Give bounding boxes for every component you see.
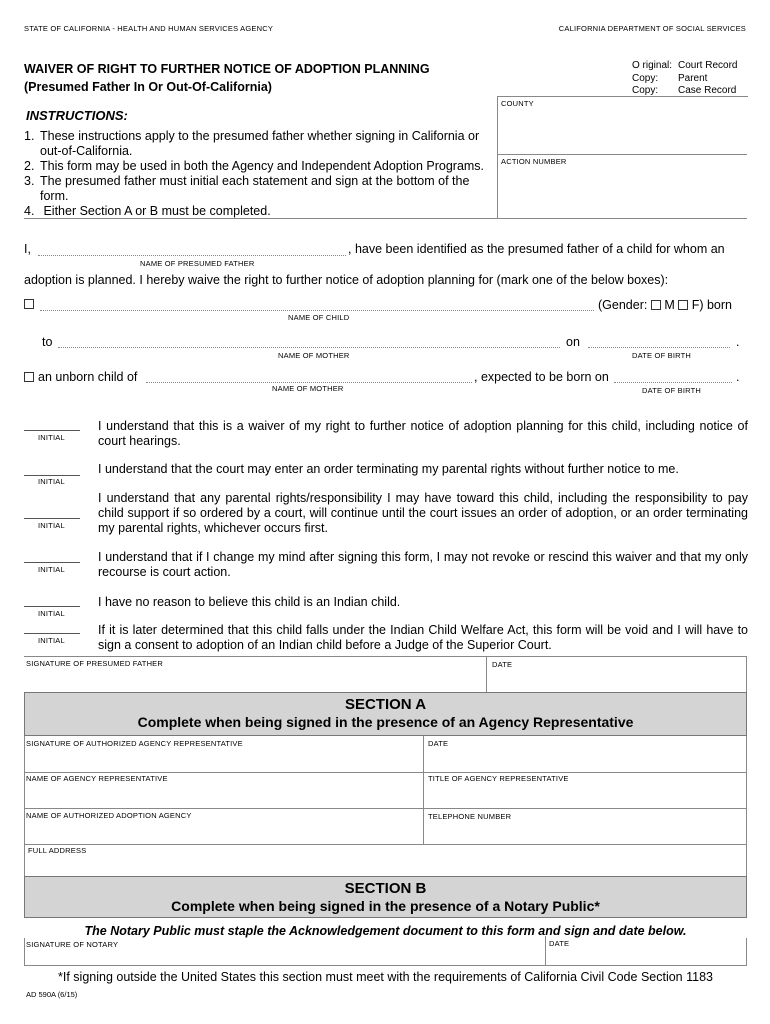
footnote: *If signing outside the United States this section must meet with the requirements of California Civil Code Section 1183 [58, 970, 713, 984]
initial-label: INITIAL [38, 521, 65, 530]
expected-label: , expected to be born on [474, 370, 609, 384]
period: . [736, 370, 740, 384]
notary-note: The Notary Public must staple the Acknowledgement document to this form and sign and date below. [84, 924, 687, 938]
agency-left: STATE OF CALIFORNIA - HEALTH AND HUMAN SERVICES AGENCY [24, 24, 274, 33]
unborn-label: an unborn child of [38, 370, 138, 384]
to-label: to [42, 335, 53, 349]
adoption-agency-name-label: NAME OF AUTHORIZED ADOPTION AGENCY [26, 811, 192, 820]
initial-field[interactable] [24, 606, 80, 607]
instructions-heading: INSTRUCTIONS: [26, 108, 128, 123]
divider [423, 736, 424, 772]
distribution-list: O riginal: Court Record Copy: Parent Copy: Case Record [632, 60, 738, 96]
full-address-label: FULL ADDRESS [28, 846, 87, 855]
initial-statement: I understand that the court may enter an order terminating my parental rights without further notice to me. [98, 462, 679, 476]
gender-m-checkbox[interactable] [651, 300, 661, 310]
telephone-field[interactable] [428, 822, 740, 842]
divider [423, 772, 424, 808]
divider [545, 936, 546, 966]
initial-field[interactable] [24, 518, 80, 519]
agency-rep-name-field[interactable] [30, 786, 418, 806]
section-b-subtitle: Complete when being signed in the presence of a Notary Public* [171, 898, 600, 914]
initial-label: INITIAL [38, 433, 65, 442]
father-signature-label: SIGNATURE OF PRESUMED FATHER [26, 659, 164, 668]
section-a-subtitle: Complete when being signed in the presence of an Agency Representative [137, 714, 634, 730]
county-label: COUNTY [501, 99, 534, 108]
initial-label: INITIAL [38, 477, 65, 486]
initial-field[interactable] [24, 475, 80, 476]
gender-group: (Gender: M F) born [598, 298, 732, 312]
initial-statement: If it is later determined that this child falls under the Indian Child Welfare Act, this form will be void and I will have to sign a consent to adoption of an Indian child before a Judge of the Superior Court. [98, 623, 748, 652]
father-date-label: DATE [492, 660, 513, 669]
form-subtitle: (Presumed Father In Or Out-Of-California) [24, 80, 272, 94]
instruction-item: 3. The presumed father must initial each statement and sign at the bottom of the form. [24, 174, 470, 203]
divider [24, 808, 747, 809]
dob-label: DATE OF BIRTH [632, 351, 691, 360]
agency-rep-title-label: TITLE OF AGENCY REPRESENTATIVE [428, 774, 569, 783]
born-child-checkbox[interactable] [24, 299, 34, 309]
initial-statement: I have no reason to believe this child is an Indian child. [98, 595, 401, 609]
name-of-mother-label: NAME OF MOTHER [278, 351, 350, 360]
agency-date-field[interactable] [428, 750, 740, 770]
divider [24, 844, 747, 845]
divider [486, 656, 487, 692]
agency-date-label: DATE [428, 739, 449, 748]
unborn-child-checkbox[interactable] [24, 372, 34, 382]
initial-statement: I understand that if I change my mind after signing this form, I may not revoke or rescind this waiver and that my only recourse is court action. [98, 550, 748, 579]
dob-field[interactable] [588, 347, 730, 348]
divider [24, 772, 747, 773]
unborn-mother-name-field[interactable] [146, 382, 472, 383]
statement-text: , have been identified as the presumed father of a child for whom an [348, 242, 725, 256]
action-number-label: ACTION NUMBER [501, 157, 567, 166]
initial-label: INITIAL [38, 565, 65, 574]
agency-rep-signature-field[interactable] [30, 750, 418, 770]
name-of-mother-label: NAME OF MOTHER [272, 384, 344, 393]
instruction-item: 4. Either Section A or B must be completed. [24, 204, 271, 218]
gender-f-checkbox[interactable] [678, 300, 688, 310]
county-divider [497, 154, 747, 155]
presumed-father-name-field[interactable] [38, 255, 346, 256]
agency-right: CALIFORNIA DEPARTMENT OF SOCIAL SERVICES [558, 24, 746, 33]
instructions-list [24, 129, 494, 219]
adoption-agency-name-field[interactable] [30, 822, 418, 842]
telephone-label: TELEPHONE NUMBER [428, 812, 512, 821]
instructions-bottom-rule [24, 218, 747, 219]
agency-rep-title-field[interactable] [428, 786, 740, 806]
notary-date-label: DATE [549, 939, 570, 948]
agency-rep-name-label: NAME OF AGENCY REPRESENTATIVE [26, 774, 168, 783]
initial-statement: I understand that any parental rights/responsibility I may have toward this child, including the responsibility to pay child support if so ordered by a court, will continue until the court issues an order of adoption, or an order terminating my parental rights, whichever occurs first. [98, 491, 748, 535]
section-a-title: SECTION A [344, 696, 427, 713]
instruction-item: 2. This form may be used in both the Agency and Independent Adoption Programs. [24, 159, 485, 173]
form-title: WAIVER OF RIGHT TO FURTHER NOTICE OF ADOPTION PLANNING [24, 62, 430, 76]
child-name-field[interactable] [40, 310, 594, 311]
divider [423, 808, 424, 844]
agency-rep-signature-label: SIGNATURE OF AUTHORIZED AGENCY REPRESENTATIVE [26, 739, 243, 748]
father-date-field[interactable] [492, 671, 740, 689]
notary-signature-field[interactable] [30, 950, 540, 964]
section-a-header [24, 692, 747, 736]
period: . [736, 335, 740, 349]
initial-statement: I understand that this is a waiver of my right to further notice of adoption planning for this child, including notice of court hearings. [98, 419, 748, 448]
on-label: on [566, 335, 580, 349]
section-b-header [24, 876, 747, 918]
initial-field[interactable] [24, 562, 80, 563]
mother-name-field[interactable] [58, 347, 560, 348]
section-b-title: SECTION B [344, 880, 427, 897]
full-address-field[interactable] [30, 856, 740, 874]
notary-signature-label: SIGNATURE OF NOTARY [26, 940, 119, 949]
i-prefix: I, [24, 242, 31, 256]
expected-date-field[interactable] [614, 382, 732, 383]
initial-field[interactable] [24, 633, 80, 634]
dob-label: DATE OF BIRTH [642, 386, 701, 395]
name-of-child-label: NAME OF CHILD [288, 313, 350, 322]
instruction-item: 1. These instructions apply to the presumed father whether signing in California or out-of-California. [24, 129, 480, 158]
father-signature-field[interactable] [30, 671, 480, 689]
initial-label: INITIAL [38, 636, 65, 645]
notary-date-field[interactable] [550, 950, 740, 964]
name-presumed-father-label: NAME OF PRESUMED FATHER [140, 259, 255, 268]
divider [746, 656, 747, 692]
initial-field[interactable] [24, 430, 80, 431]
initial-label: INITIAL [38, 609, 65, 618]
form-number: AD 590A (6/15) [26, 990, 78, 999]
statement-line2: adoption is planned. I hereby waive the right to further notice of adoption planning for (mark one of the below boxes): [24, 273, 669, 287]
